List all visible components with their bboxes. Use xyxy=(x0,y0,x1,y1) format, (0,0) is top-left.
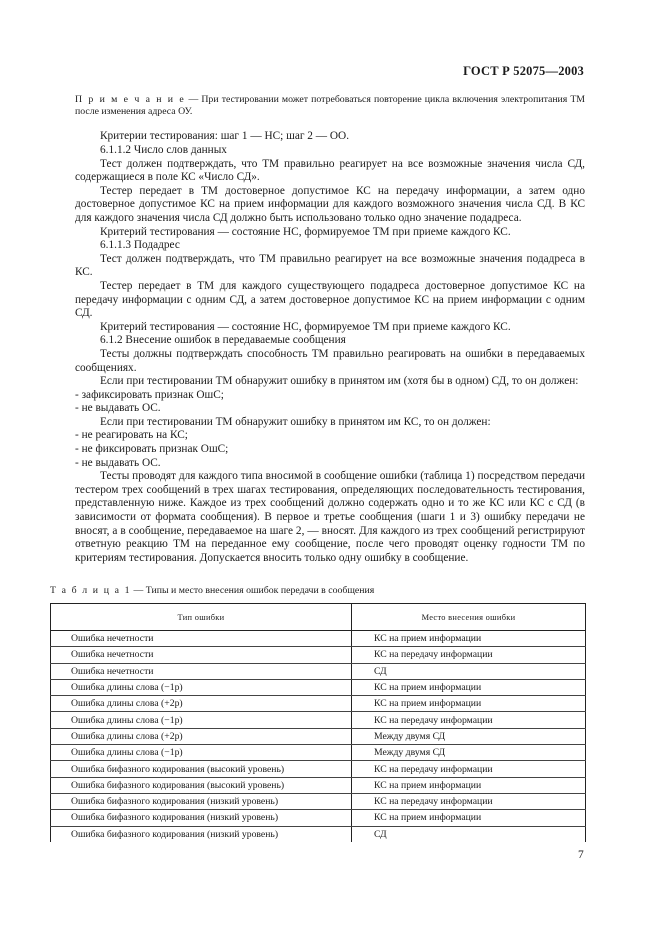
paragraph: Если при тестировании ТМ обнаружит ошибку в принятом им КС, то он должен: xyxy=(100,415,491,428)
cell-error-location: КС на передачу информации xyxy=(352,647,586,663)
cell-error-location: Между двумя СД xyxy=(352,745,586,761)
cell-error-type: Ошибка длины слова (−1р) xyxy=(51,679,352,695)
cell-error-type: Ошибка длины слова (−1р) xyxy=(51,712,352,728)
table-header-row xyxy=(51,604,586,631)
page-number: 7 xyxy=(578,849,584,861)
cell-error-type: Ошибка бифазного кодирования (высокий уровень) xyxy=(51,777,352,793)
cell-error-location: КС на прием информации xyxy=(352,679,586,695)
main-text xyxy=(75,94,585,565)
paragraph: Тесты проводят для каждого типа вносимой в сообщение ошибки (таблица 1) посредством передачи тестером трех сообщений в трех шагах тестирования, определяющих последовательность тестирования, представленную ниже. Каждое из трех сообщений должно содержать одно и то же КС или КС с СД (в зависимости от формата сообщения). В первое и третье сообщения (шаги 1 и 3) ошибку передачи не вносят, а в сообщение, передаваемое на шаге 2, — вносят. Для каждого из трех сообщений регистрируют ответную реакцию ТМ на переданное ему сообщение, после чего проводят оценку годности ТМ по критериям тестирования. Допускается вносить только одну ошибку в сообщение. xyxy=(75,470,585,564)
list-item: - не реагировать на КС; xyxy=(75,429,188,442)
cell-error-location: КС на прием информации xyxy=(352,631,586,647)
table-row xyxy=(51,696,586,712)
table-caption xyxy=(50,585,374,596)
paragraph: Критерий тестирования — состояние НС, формируемое ТМ при приеме каждого КС. xyxy=(100,320,511,333)
table-row xyxy=(51,826,586,842)
cell-error-location: СД xyxy=(352,826,586,842)
cell-error-type: Ошибка длины слова (−1р) xyxy=(51,745,352,761)
paragraph: Тест должен подтверждать, что ТМ правильно реагирует на все возможные значения числа СД, содержащиеся в поле КС «Число СД». xyxy=(75,157,585,184)
paragraph: Тесты должны подтверждать способность ТМ правильно реагировать на ошибки в передаваемых сообщениях. xyxy=(75,347,585,374)
cell-error-location: СД xyxy=(352,663,586,679)
cell-error-location: КС на прием информации xyxy=(352,777,586,793)
table-row xyxy=(51,793,586,809)
cell-error-type: Ошибка нечетности xyxy=(51,631,352,647)
list-item: - зафиксировать признак ОшС; xyxy=(75,388,224,401)
cell-error-location: КС на передачу информации xyxy=(352,793,586,809)
note-prefix: П р и м е ч а н и е xyxy=(75,94,186,105)
cell-error-location: Между двумя СД xyxy=(352,728,586,744)
table-row xyxy=(51,777,586,793)
table-row xyxy=(51,810,586,826)
note-paragraph xyxy=(75,94,585,118)
table-row xyxy=(51,663,586,679)
cell-error-type: Ошибка бифазного кодирования (низкий уровень) xyxy=(51,810,352,826)
cell-error-type: Ошибка бифазного кодирования (низкий уровень) xyxy=(51,826,352,842)
paragraph: Тестер передает в ТМ для каждого существующего подадреса достоверное допустимое КС на передачу информации с одним СД, а затем достоверное допустимое КС на прием информации с одним СД. xyxy=(75,279,585,320)
table-row xyxy=(51,745,586,761)
list-item: - не выдавать ОС. xyxy=(75,402,161,415)
column-header-error-location: Место внесения ошибки xyxy=(352,604,586,631)
table-row xyxy=(51,679,586,695)
table-row xyxy=(51,728,586,744)
section-heading-6-1-1-3: 6.1.1.3 Подадрес xyxy=(100,239,180,252)
cell-error-location: КС на передачу информации xyxy=(352,761,586,777)
cell-error-type: Ошибка нечетности xyxy=(51,663,352,679)
cell-error-type: Ошибка длины слова (+2р) xyxy=(51,696,352,712)
cell-error-type: Ошибка бифазного кодирования (низкий уровень) xyxy=(51,793,352,809)
list-item: - не фиксировать признак ОшС; xyxy=(75,443,229,456)
paragraph: Критерий тестирования — состояние НС, формируемое ТМ при приеме каждого КС. xyxy=(100,225,511,238)
section-heading-6-1-2: 6.1.2 Внесение ошибок в передаваемые сообщения xyxy=(100,334,346,347)
column-header-error-type: Тип ошибки xyxy=(51,604,352,631)
cell-error-type: Ошибка бифазного кодирования (высокий уровень) xyxy=(51,761,352,777)
cell-error-type: Ошибка длины слова (+2р) xyxy=(51,728,352,744)
paragraph: Тест должен подтверждать, что ТМ правильно реагирует на все возможные значения подадреса в КС. xyxy=(75,252,585,279)
error-types-table xyxy=(50,603,586,842)
table-row xyxy=(51,761,586,777)
table-row xyxy=(51,631,586,647)
table-row xyxy=(51,647,586,663)
cell-error-location: КС на передачу информации xyxy=(352,712,586,728)
table-body xyxy=(51,631,586,842)
table-caption-text: — Типы и место внесения ошибок передачи в сообщения xyxy=(131,585,375,596)
cell-error-location: КС на прием информации xyxy=(352,696,586,712)
cell-error-type: Ошибка нечетности xyxy=(51,647,352,663)
paragraph: Тестер передает в ТМ достоверное допустимое КС на передачу информации, а затем одно достоверное допустимое КС на прием информации для каждого возможного значения числа СД. В КС для каждого значения числа СД должно быть использовано только одно значение подадреса. xyxy=(75,184,585,224)
note-text: — При тестировании может потребоваться повторение цикла включения электропитания ТМ после изменения адреса ОУ. xyxy=(75,94,585,118)
cell-error-location: КС на прием информации xyxy=(352,810,586,826)
criteria-steps: Критерии тестирования: шаг 1 — НС; шаг 2 — ОО. xyxy=(100,130,350,143)
table-row xyxy=(51,712,586,728)
paragraph: Если при тестировании ТМ обнаружит ошибку в принятом им (хотя бы в одном) СД, то он должен: xyxy=(100,375,579,388)
list-item: - не выдавать ОС. xyxy=(75,456,161,469)
table-caption-prefix: Т а б л и ц а 1 xyxy=(50,585,132,596)
section-heading-6-1-1-2: 6.1.1.2 Число слов данных xyxy=(100,144,227,156)
document-header: ГОСТ Р 52075—2003 xyxy=(463,64,584,78)
